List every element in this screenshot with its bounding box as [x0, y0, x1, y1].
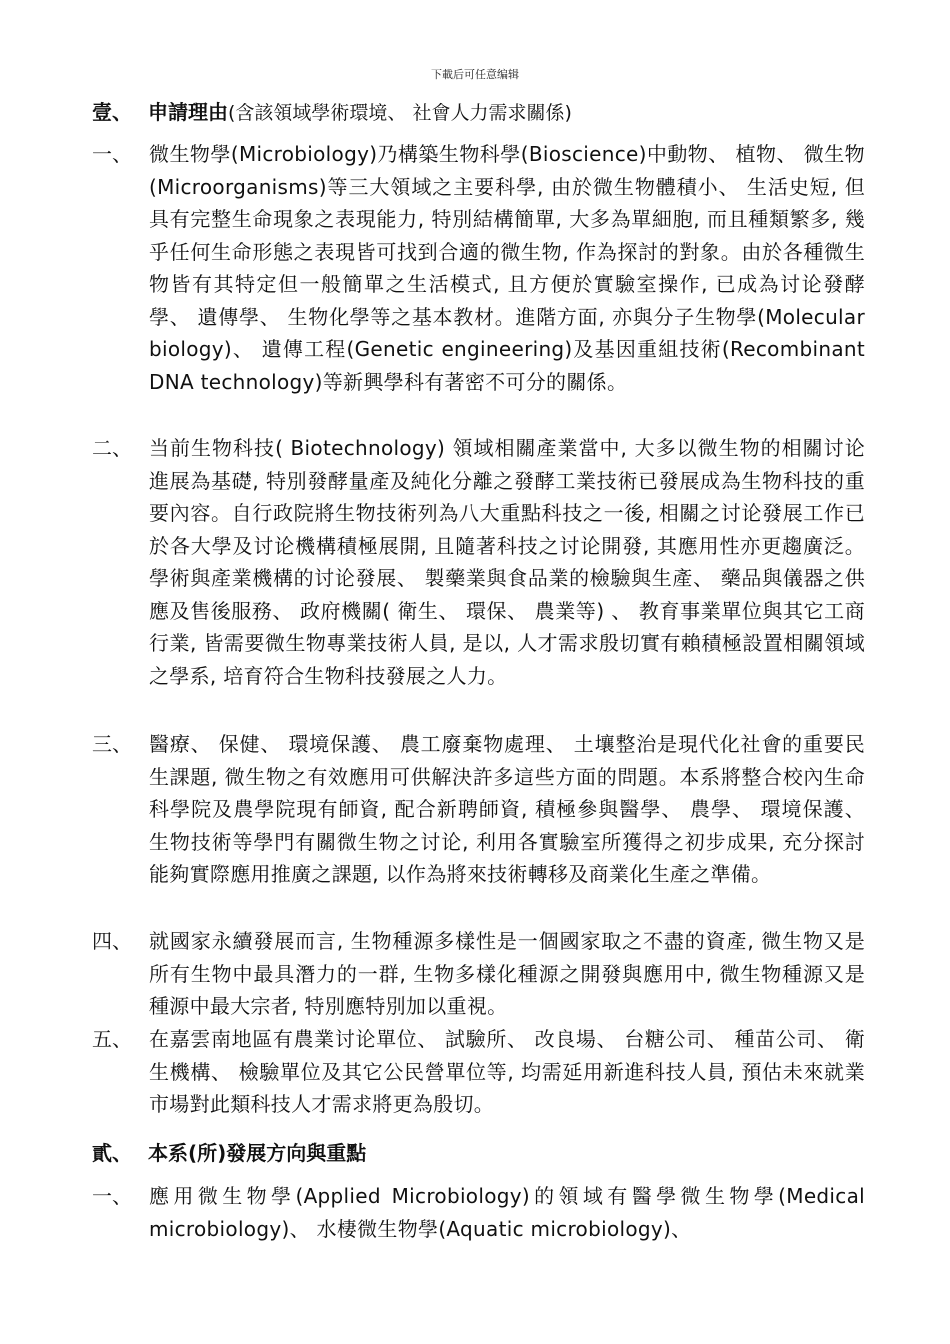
list-item [92, 1180, 872, 1245]
list-item [92, 1023, 872, 1121]
item-number: 一、 [92, 1184, 132, 1208]
item-number: 五、 [92, 1027, 132, 1051]
list-item [92, 925, 872, 1023]
section-heading-1 [92, 96, 572, 125]
page-header: 下載后可任意编辑 [431, 68, 519, 81]
item-number: 一、 [92, 142, 132, 166]
item-number: 三、 [92, 732, 132, 756]
item-text: 應用微生物學(Applied Microbiology)的領域有醫學微生物學(Medical microbiology)、 水棲微生物學(Aquatic microbiology)、 [149, 1184, 865, 1241]
item-text: 醫療、 保健、 環境保護、 農工廢棄物處理、 土壤整治是現代化社會的重要民生課題, 微生物之有效應用可供解決許多這些方面的問題。本系將整合校內生命科學院及農學院現有師資, 配合新聘師資, 積極參與醫學、 農學、 環境保護、 生物技術等學門有關微生物之讨论, 利用各實驗室所獲得之初步成果, 充分探討能夠實際應用推廣之課題, 以作為將來技術轉移及商業化生產之準備。 [149, 732, 865, 886]
item-text: 在嘉雲南地區有農業讨论單位、 試驗所、 改良場、 台糖公司、 種苗公司、 衛生機構、 檢驗單位及其它公民營單位等, 均需延用新進科技人員, 預估未來就業市場對此類科技人才需求將更為殷切。 [149, 1027, 865, 1116]
section-heading-2 [92, 1137, 366, 1166]
list-item [92, 432, 872, 692]
item-text: 当前生物科技( Biotechnology) 領域相關產業當中, 大多以微生物的相關讨论進展為基礎, 特別發酵量產及純化分離之發酵工業技術已發展成為生物科技的重要內容。自行政院將生物技術列為八大重點科技之一後, 相關之讨论發展工作已於各大學及讨论機構積極展開, 且隨著科技之讨论開發, 其應用性亦更趨廣泛。學術與產業機構的讨论發展、 製藥業與食品業的檢驗與生產、 藥品與儀器之供應及售後服務、 政府機關( 衛生、 環保、 農業等) 、 教育事業單位與其它工商行業, 皆需要微生物專業技術人員, 是以, 人才需求殷切實有賴積極設置相關領域之學系, 培育符合生物科技發展之人力。 [149, 436, 865, 688]
section-number: 壹、 [92, 100, 132, 124]
section-title: 申請理由 [148, 100, 228, 124]
item-number: 四、 [92, 929, 132, 953]
item-text: 微生物學(Microbiology)乃構築生物科學(Bioscience)中動物、 植物、 微生物(Microorganisms)等三大領域之主要科學, 由於微生物體積小、 生活史短, 但具有完整生命現象之表現能力, 特別結構簡單, 大多為單細胞, 而且種類繁多, 幾乎任何生命形態之表現皆可找到合適的微生物, 作為探討的對象。由於各種微生物皆有其特定但一般簡單之生活模式, 且方便於實驗室操作, 已成為讨论發酵學、 遺傳學、 生物化學等之基本教材。進階方面, 亦與分子生物學(Molecular biology)、 遺傳工程(Genetic engineering)及基因重組技術(Recombinant DNA technology)等新興學科有著密不可分的關係。 [149, 142, 865, 394]
item-number: 二、 [92, 436, 132, 460]
list-item [92, 728, 872, 891]
section-number: 貳、 [92, 1141, 132, 1165]
list-item [92, 138, 872, 398]
item-text: 就國家永續發展而言, 生物種源多樣性是一個國家取之不盡的資產, 微生物又是所有生物中最具潛力的一群, 生物多樣化種源之開發與應用中, 微生物種源又是種源中最大宗者, 特別應特別加以重視。 [149, 929, 865, 1018]
section-title: 本系(所)發展方向與重點 [148, 1141, 367, 1165]
section-subtitle: (含該領域學術環境、 社會人力需求關係) [228, 102, 572, 124]
